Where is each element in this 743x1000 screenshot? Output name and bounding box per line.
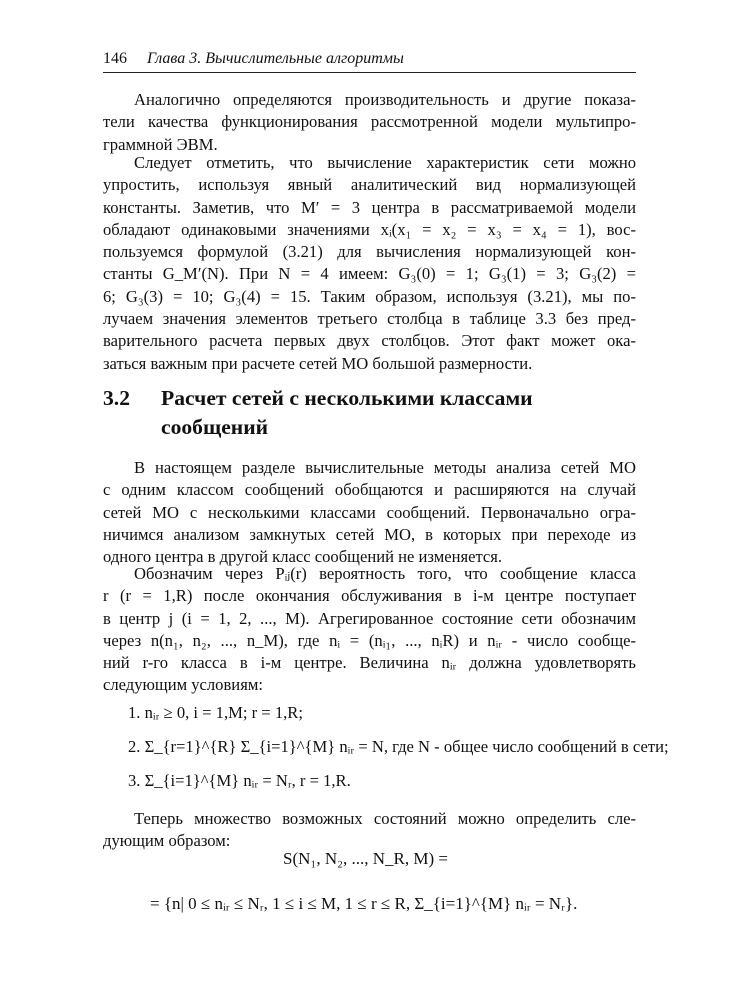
equation-line-1: S(N₁, N₂, ..., N_R, M) = [283,849,449,868]
running-header [103,50,636,73]
text-line: В настоящем разделе вычислительные методы анализа сетей МО [134,458,636,477]
chapter-title: Глава 3. Вычислительные алгоритмы [147,50,404,67]
text-line: дующим образом: [103,831,231,851]
text-line: с одним классом сообщений обобщаются и расширяются на случай [103,480,636,500]
text-line: следующим условиям: [103,675,263,695]
text-line: сетей МО с несколькими классами сообщений. Первоначально огра- [103,502,636,522]
page-number: 146 [103,50,127,67]
text-line: через n(n₁, n₂, ..., n_M), где nᵢ = (nᵢ₁, ..., nᵢR) и nᵢᵣ - число сообще- [103,630,636,650]
text-line: Теперь множество возможных состояний можно определить сле- [134,809,636,828]
section-title-line-1: Расчет сетей с несколькими классами [161,386,533,410]
section-number: 3.2 [103,386,130,410]
text-line: обладают одинаковыми значениями xᵢ(x₁ = x₂ = x₃ = x₄ = 1), вос- [103,219,636,239]
text-line: станты G_M′(N). При N = 4 имеем: G₃(0) = 1; G₃(1) = 3; G₃(2) = [103,264,636,284]
text-line: ничимся анализом замкнутых сетей МО, в которых при переходе из [103,524,636,544]
section-title-line-2: сообщений [161,415,269,439]
text-line: ний r-го класса в i-м центре. Величина nᵢᵣ должна удовлетворять [103,653,636,673]
condition-1: 1. nᵢᵣ ≥ 0, i = 1,M; r = 1,R; [128,703,303,722]
text-line: упростить, используя явный аналитический вид нормализующей [103,175,636,195]
text-line: Следует отметить, что вычисление характеристик сети можно [134,153,636,172]
paragraph-3 [103,457,636,568]
text-line: тели качества функционирования рассмотренной модели мультипро- [103,112,636,132]
text-line: пользуемся формулой (3.21) для вычисления нормализующей кон- [103,242,636,262]
paragraph-2 [103,152,636,375]
text-line: 6; G₃(3) = 10; G₃(4) = 15. Таким образом, используя (3.21), мы по- [103,286,636,306]
paragraph-5 [103,808,636,853]
condition-3: 3. Σ_{i=1}^{M} nᵢᵣ = Nᵣ, r = 1,R. [128,771,351,790]
text-line: заться важным при расчете сетей МО большой размерности. [103,353,533,373]
text-line: лучаем значения элементов третьего столбца в таблице 3.3 без пред- [103,309,636,329]
text-line: граммной ЭВМ. [103,134,218,154]
text-line: в центр j (i = 1, 2, ..., M). Агрегированное состояние сети обозначим [103,608,636,628]
text-line: константы. Заметив, что M′ = 3 центра в рассматриваемой модели [103,197,636,217]
text-line: варительного расчета первых двух столбцов. Этот факт может ока- [103,331,636,351]
text-line: одного центра в другой класс сообщений не изменяется. [103,547,503,567]
text-line: r (r = 1,R) после окончания обслуживания в i-м центре поступает [103,586,636,606]
text-line: Аналогично определяются производительность и другие показа- [134,90,636,109]
paragraph-4 [103,563,636,697]
text-line: Обозначим через Pᵢⱼ(r) вероятность того, что сообщение класса [134,564,636,583]
paragraph-1 [103,89,636,156]
equation-line-2: = {n| 0 ≤ nᵢᵣ ≤ Nᵣ, 1 ≤ i ≤ M, 1 ≤ r ≤ R, Σ_{i=1}^{M} nᵢᵣ = Nᵣ}. [150,894,578,913]
condition-2: 2. Σ_{r=1}^{R} Σ_{i=1}^{M} nᵢᵣ = N, где N - общее число сообщений в сети; [128,737,669,756]
